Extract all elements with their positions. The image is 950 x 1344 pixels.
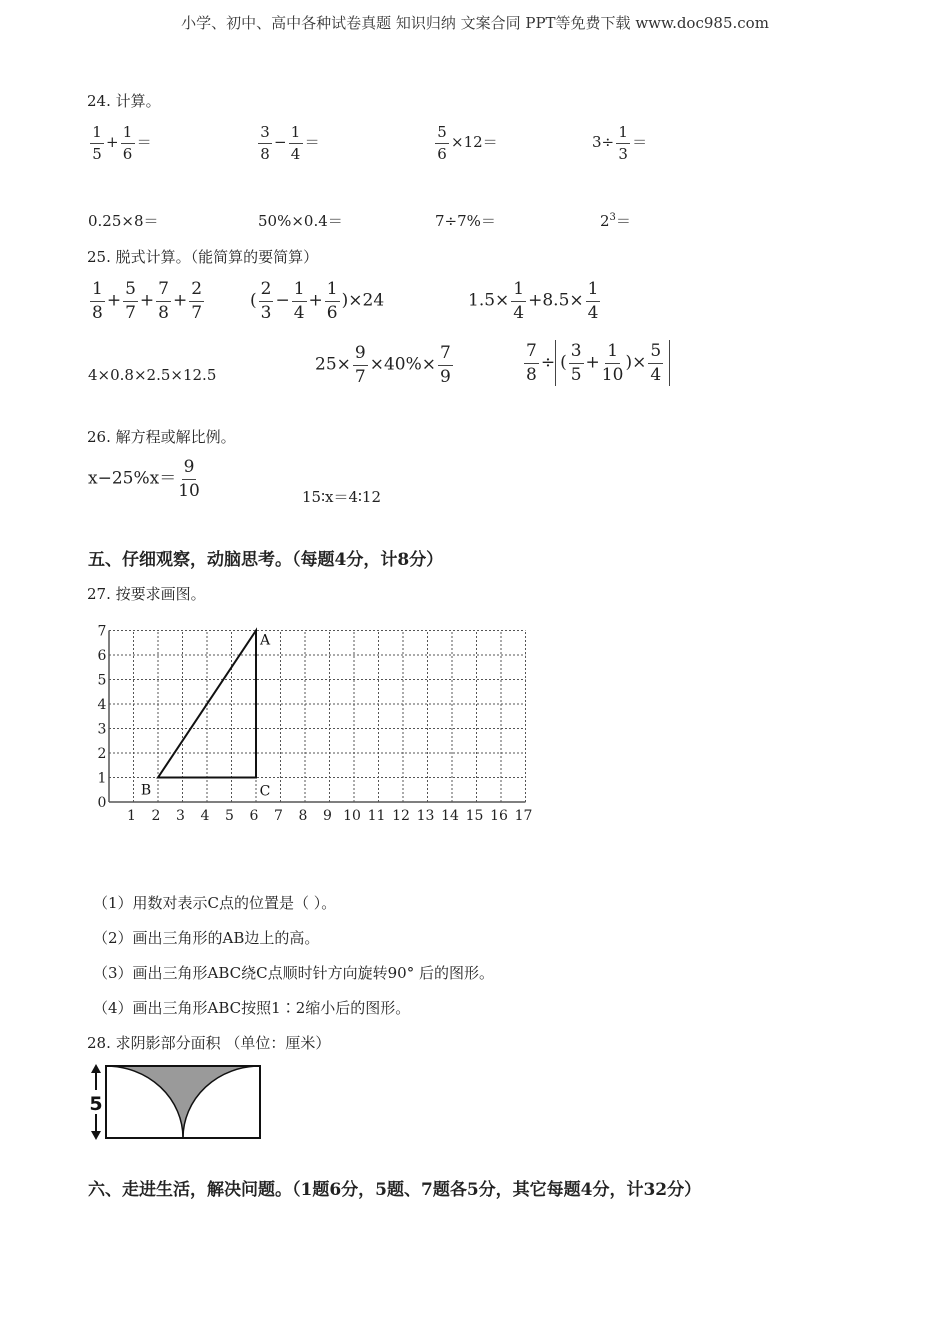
shaded-figure [84, 1062, 269, 1144]
point-label-b: B [140, 782, 152, 799]
q25-expr-4: 4×0.8×2.5×12.5 [88, 366, 217, 384]
q26-eq-1: x−25%x＝ $\frac{9}{10}$ [88, 457, 200, 501]
q25-expr-1: $\frac{1}{8}$ + $\frac{5}{7}$ + $\frac{7}{8}$ + $\frac{2}{7}$ [92, 279, 203, 323]
y-tick-label: 1 [97, 770, 107, 787]
x-tick-label: 3 [176, 808, 185, 824]
x-tick-label: 11 [367, 808, 386, 824]
grid-lines [109, 631, 526, 803]
q24-expr-4: 3÷ $\frac{1}{3}$ ＝ [592, 123, 648, 163]
q25-expr-2: ( $\frac{2}{3}$ − $\frac{1}{4}$ + $\frac{1}{6}$ )×24 [250, 279, 385, 323]
arrow-down-icon [91, 1131, 101, 1140]
page-header: 小学、初中、高中各种试卷真题 知识归纳 文案合同 PPT等免费下载 www.doc985.com [181, 14, 769, 32]
q27-title: 27. 按要求画图。 [87, 585, 206, 603]
q28-title: 28. 求阴影部分面积 （单位：厘米） [87, 1034, 331, 1052]
x-tick-label: 1 [127, 808, 136, 824]
y-tick-label: 4 [97, 697, 107, 713]
x-tick-label: 17 [514, 808, 533, 824]
x-tick-label: 12 [392, 808, 410, 824]
grid-tick-labels [98, 624, 533, 825]
x-tick-label: 4 [200, 808, 210, 824]
y-tick-label: 0 [97, 795, 107, 811]
q27-sub-2: （2）画出三角形的AB边上的高。 [93, 929, 320, 947]
q27-sub-1: （1）用数对表示C点的位置是（ ）。 [93, 894, 337, 912]
x-tick-label: 2 [151, 808, 161, 824]
coordinate-grid [85, 615, 555, 830]
x-tick-label: 5 [225, 808, 234, 824]
q25-expr-5: 25× $\frac{9}{7}$ ×40%× $\frac{7}{9}$ [315, 343, 451, 387]
q25-expr-3: 1.5× $\frac{1}{4}$ +8.5× $\frac{1}{4}$ [468, 279, 599, 323]
q24-expr-8: $2^3=$ [600, 212, 631, 230]
q27-sub-4: （4）画出三角形ABC按照1∶2缩小后的图形。 [93, 999, 411, 1017]
y-tick-label: 6 [97, 648, 107, 664]
x-tick-label: 8 [298, 808, 308, 824]
dimension-label: 5 [89, 1093, 103, 1115]
x-tick-label: 10 [343, 808, 361, 824]
point-label-a: A [259, 632, 271, 649]
y-tick-label: 3 [97, 721, 107, 738]
x-tick-label: 9 [323, 808, 332, 824]
q26-eq-2: 15∶x＝4∶12 [302, 488, 381, 506]
q24-expr-1: $\frac{1}{5}$ + $\frac{1}{6}$ ＝ [88, 124, 152, 162]
q24-expr-5: 0.25×8＝ [88, 212, 159, 230]
x-tick-label: 7 [274, 808, 283, 824]
section-6-title: 六、走进生活，解决问题。（1题6分，5题、7题各5分，其它每题4分，计32分） [88, 1180, 702, 1200]
q25-title: 25. 脱式计算。（能简算的要简算） [87, 248, 319, 266]
x-tick-label: 6 [249, 808, 259, 824]
arrow-up-icon [91, 1064, 101, 1073]
y-tick-label: 7 [97, 623, 107, 640]
x-tick-label: 15 [465, 808, 484, 824]
q24-title: 24. 计算。 [87, 92, 161, 110]
section-5-title: 五、仔细观察，动脑思考。（每题4分，计8分） [88, 550, 444, 570]
q25-expr-6: $\frac{7}{8}$ ÷ ( $\frac{3}{5}$ + $\frac{1}{10}$ )× $\frac{5}{4}$ [522, 340, 670, 386]
q24-expr-2: $\frac{3}{8}$ − $\frac{1}{4}$ ＝ [256, 124, 320, 162]
y-tick-label: 5 [97, 672, 107, 689]
shaded-region [106, 1066, 260, 1138]
y-tick-label: 2 [97, 746, 107, 762]
point-label-c: C [259, 783, 271, 800]
x-tick-label: 14 [441, 808, 459, 824]
q26-title: 26. 解方程或解比例。 [87, 428, 236, 446]
x-tick-label: 13 [416, 808, 435, 824]
q24-expr-3: $\frac{5}{6}$ ×12＝ [433, 124, 498, 162]
q24-expr-7: 7÷7%＝ [435, 212, 496, 230]
q27-sub-3: （3）画出三角形ABC绕C点顺时针方向旋转90° 后的图形。 [93, 964, 494, 982]
q24-expr-6: 50%×0.4＝ [258, 212, 343, 230]
x-tick-label: 16 [490, 808, 508, 824]
